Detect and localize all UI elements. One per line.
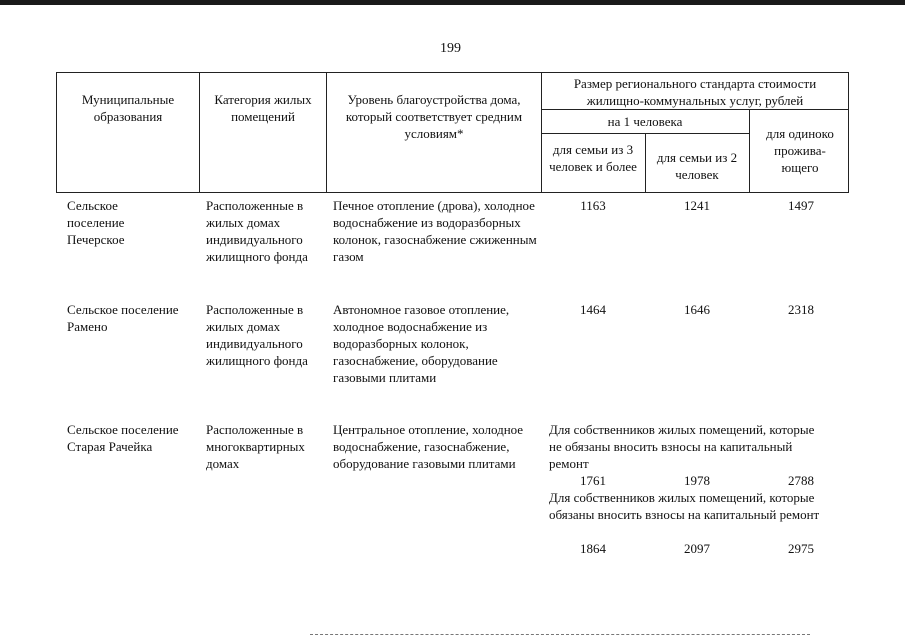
- row3-level: Центральное отопление, холодное водоснабжение, газоснабжение, оборудование газовыми плитами: [333, 422, 524, 471]
- header-family-3: для семьи из 3 человек и более: [549, 142, 637, 174]
- row3-value1-family2: 1978: [684, 473, 710, 488]
- standard-subheader-line: [541, 109, 849, 110]
- row2-value-single: 2318: [788, 302, 814, 317]
- row3-value2-single: 2975: [788, 541, 814, 556]
- table-right-border: [848, 72, 849, 193]
- row2-municipality: Сельское поселение Рамено: [67, 302, 179, 334]
- row3-value2-family2: 2097: [684, 541, 710, 556]
- row2-category: Расположенные в жилых домах индивидуального жилищного фонда: [206, 302, 308, 368]
- header-municipality: Муниципальные образования: [81, 92, 175, 124]
- row3-note-capital-repair: Для собственников жилых помещений, которые обязаны вносить взносы на капитальный ремонт: [549, 490, 820, 522]
- column-divider-4: [645, 133, 646, 193]
- column-divider-1: [199, 72, 200, 193]
- column-divider-2: [326, 72, 327, 193]
- header-level: Уровень благоустройства дома, который соответствует средним условиям*: [345, 92, 523, 141]
- header-family-2: для семьи из 2 человек: [656, 150, 738, 182]
- column-divider-3: [541, 72, 542, 193]
- header-standard: Размер регионального стандарта стоимости жилищно-коммунальных услуг, рублей: [573, 76, 817, 108]
- page-bottom-dashed-line: [310, 634, 810, 635]
- row1-value-family2: 1241: [684, 198, 710, 213]
- row3-value1-family3: 1761: [580, 473, 606, 488]
- row1-level: Печное отопление (дрова), холодное водоснабжение из водоразборных колонок, газоснабжение сжиженным газом: [333, 198, 537, 264]
- row3-note-no-capital-repair: Для собственников жилых помещений, которые не обязаны вносить взносы на капитальный ремонт: [549, 422, 815, 471]
- row1-category: Расположенные в жилых домах индивидуального жилищного фонда: [206, 198, 308, 264]
- column-divider-5: [749, 109, 750, 193]
- row1-value-family3: 1163: [580, 198, 606, 213]
- row2-value-family3: 1464: [580, 302, 606, 317]
- row3-municipality: Сельское поселение Старая Рачейка: [67, 422, 179, 454]
- row2-value-family2: 1646: [684, 302, 710, 317]
- table-top-border: [56, 72, 849, 73]
- row3-category: Расположенные в многоквартирных домах: [206, 422, 305, 471]
- page-number: 199: [440, 41, 461, 56]
- header-single: для одиноко прожива-ющего: [766, 126, 834, 175]
- row3-value2-family3: 1864: [580, 541, 606, 556]
- page-top-rule: [0, 0, 905, 5]
- header-category: Категория жилых помещений: [214, 92, 312, 124]
- table-left-border: [56, 72, 57, 193]
- header-per-person: на 1 человека: [607, 114, 683, 129]
- row2-level: Автономное газовое отопление, холодное водоснабжение из водоразборных колонок, газоснабжение, оборудование газовыми плитами: [333, 302, 510, 385]
- row3-value1-single: 2788: [788, 473, 814, 488]
- row1-value-single: 1497: [788, 198, 814, 213]
- header-bottom-border: [56, 192, 849, 193]
- row1-municipality: Сельское поселение Печерское: [67, 198, 125, 247]
